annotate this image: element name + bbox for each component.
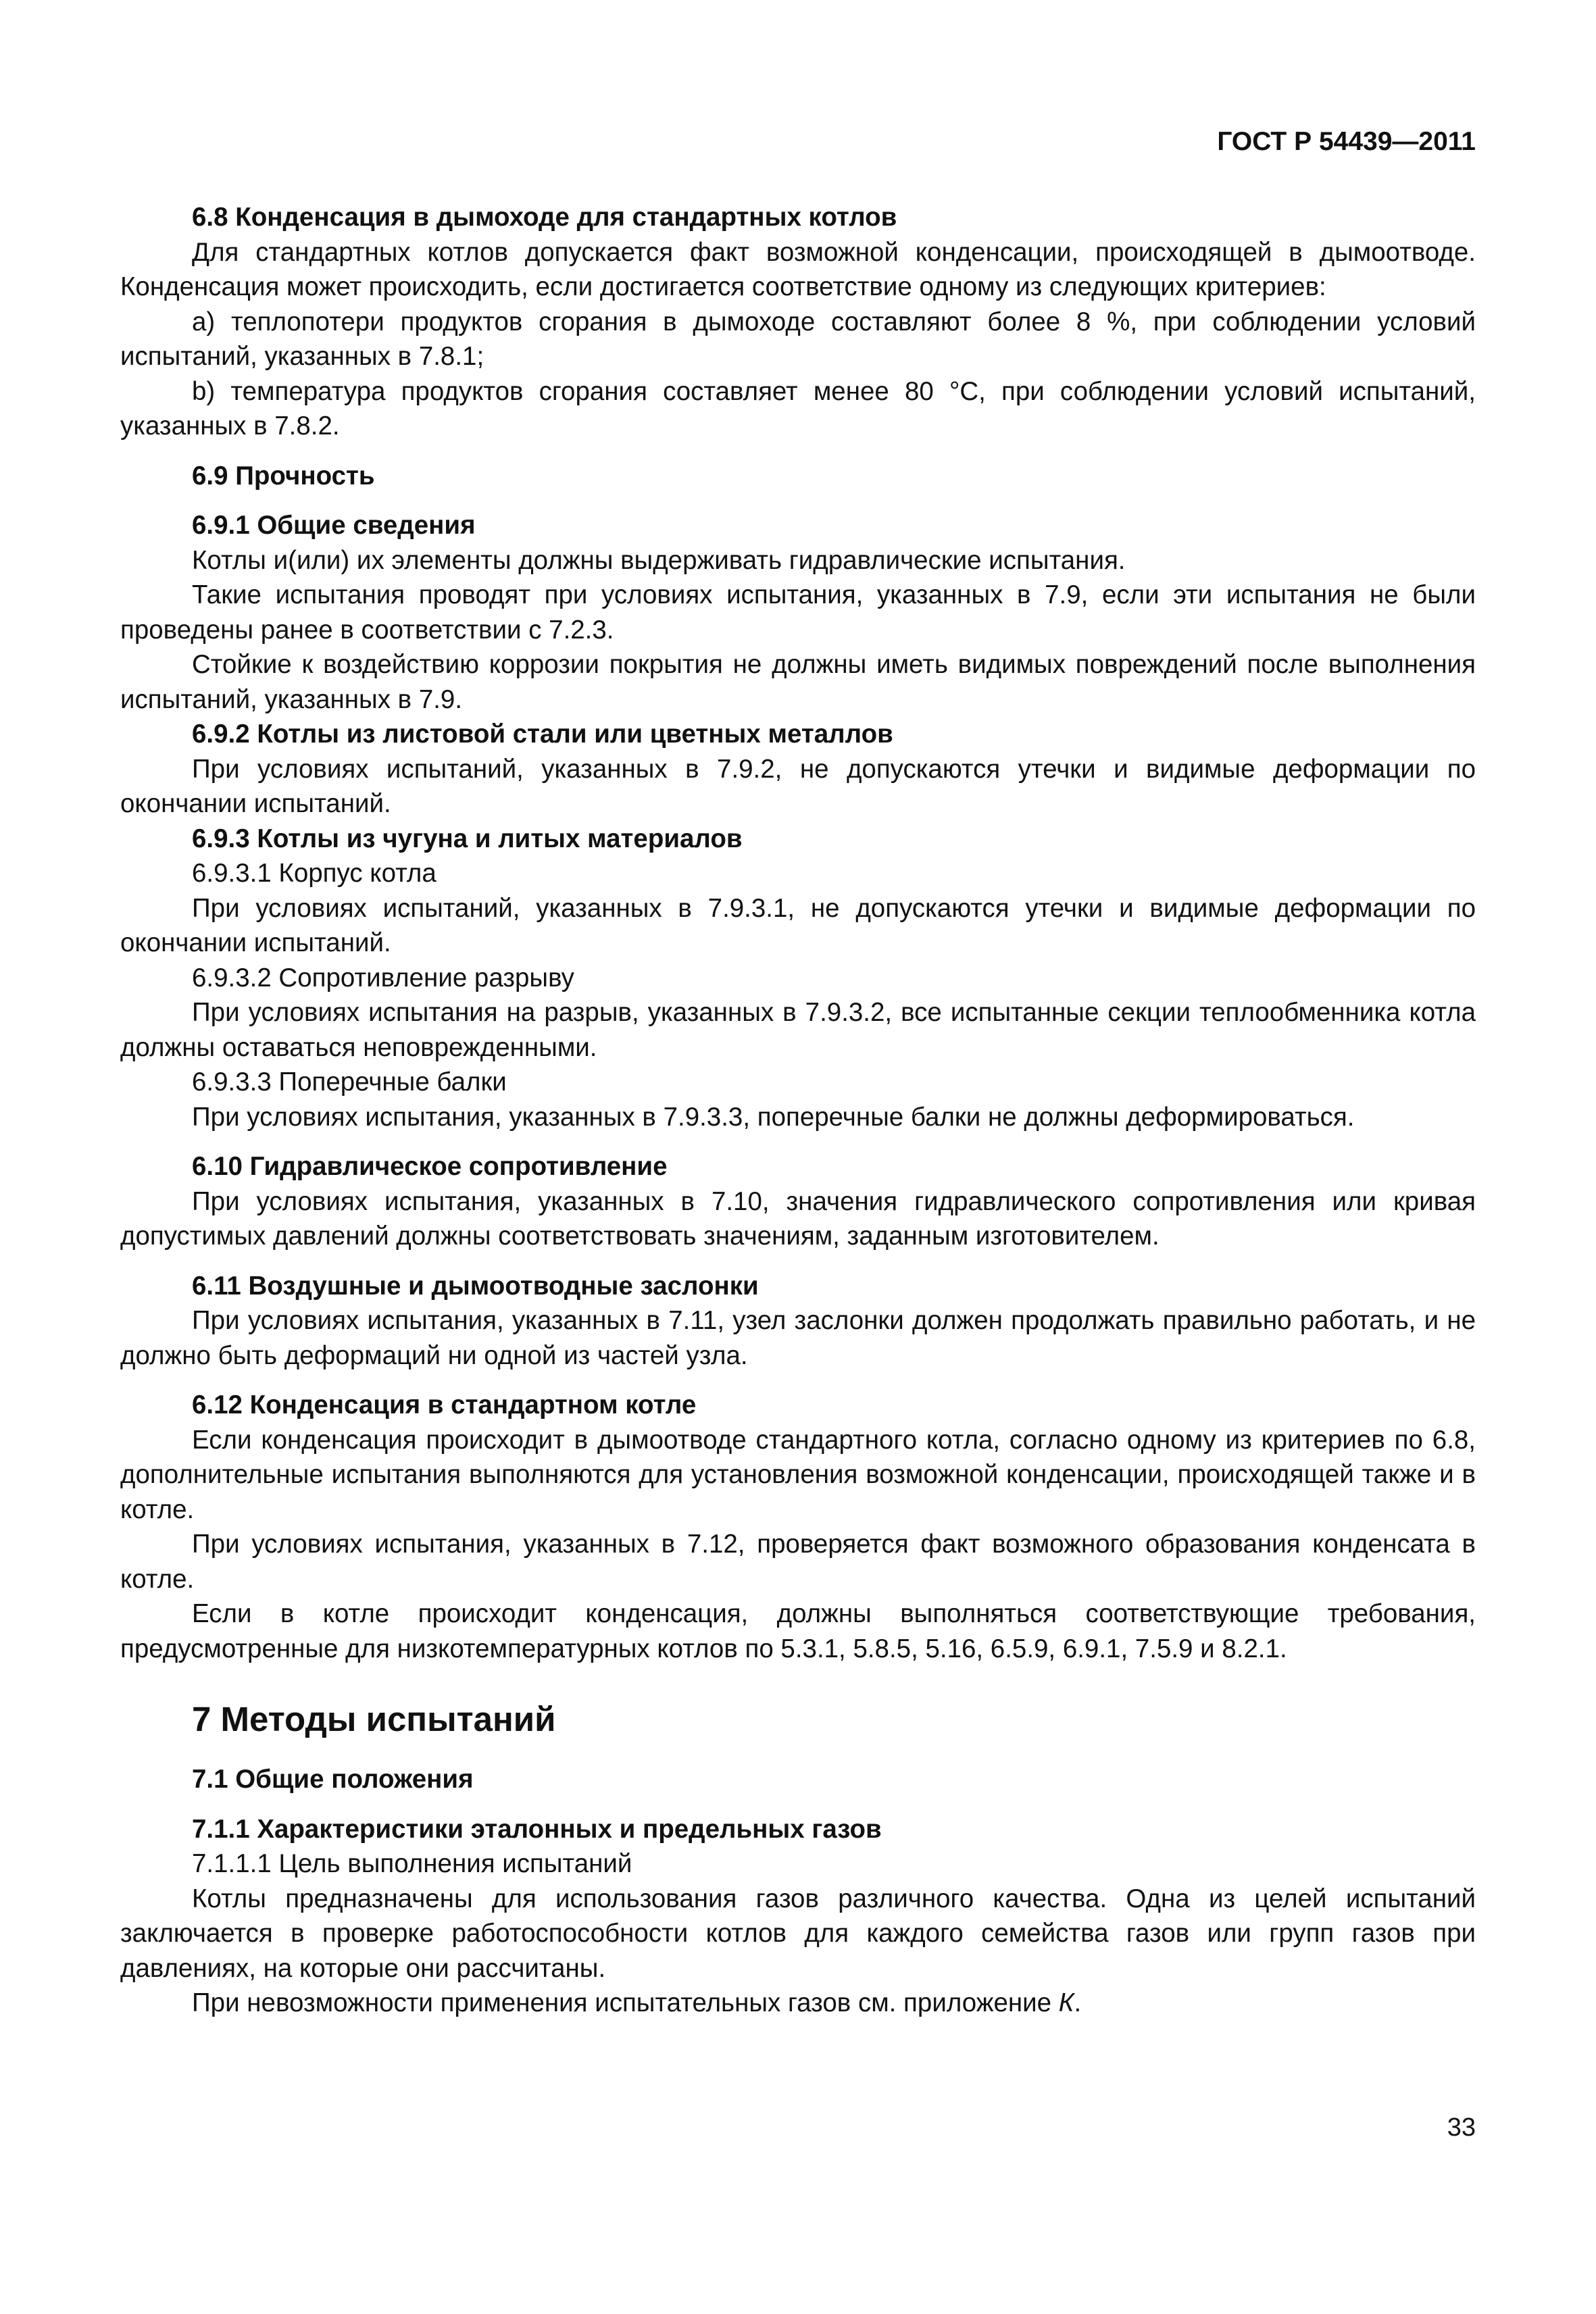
section-7-1-1-heading: 7.1.1 Характеристики эталонных и предельных газов xyxy=(192,1814,882,1844)
paragraph: При условиях испытаний, указанных в 7.9.2, не допускаются утечки и видимые деформации по окончании испытаний. xyxy=(120,754,1476,818)
paragraph: Если в котле происходит конденсация, должны выполняться соответствующие требования, предусмотренные для низкотемпературных котлов по 5.3.1, 5.8.5, 5.16, 6.5.9, 6.9.1, 7.5.9 и 8.2.1. xyxy=(120,1599,1476,1663)
section-6-8-heading: 6.8 Конденсация в дымоходе для стандартных котлов xyxy=(192,203,897,232)
section-6-10-heading: 6.10 Гидравлическое сопротивление xyxy=(192,1152,668,1181)
document-code: ГОСТ Р 54439—2011 xyxy=(1217,127,1476,156)
paragraph: При условиях испытания, указанных в 7.9.3.3, поперечные балки не должны деформироваться. xyxy=(192,1102,1355,1132)
section-6-9-1-heading: 6.9.1 Общие сведения xyxy=(192,511,476,540)
annex-reference: К xyxy=(1058,1988,1074,2017)
paragraph: Для стандартных котлов допускается факт возможной конденсации, происходящей в дымоотводе. Конденсация может происходить, если достигается соответствие одному из следующих критериев: xyxy=(120,237,1476,301)
paragraph: Котлы предназначены для использования газов различного качества. Одна из целей испытаний заключается в проверке работоспособности котлов для каждого семейства газов или групп газов при давлениях, на которые они рассчитаны. xyxy=(120,1884,1476,1983)
paragraph: При условиях испытания на разрыв, указанных в 7.9.3.2, все испытанные секции теплообменника котла должны оставаться неповрежденными. xyxy=(120,998,1476,1062)
paragraph: При условиях испытаний, указанных в 7.9.3.1, не допускаются утечки и видимые деформации по окончании испытаний. xyxy=(120,893,1476,957)
paragraph: Если конденсация происходит в дымоотводе стандартного котла, согласно одному из критериев по 6.8, дополнительные испытания выполняются для установления возможной конденсации, происходящей также и в котле. xyxy=(120,1425,1476,1524)
subsection-7-1-1-1-title: 7.1.1.1 Цель выполнения испытаний xyxy=(192,1849,632,1878)
section-7-1-heading: 7.1 Общие положения xyxy=(192,1765,474,1794)
paragraph: При условиях испытания, указанных в 7.11, узел заслонки должен продолжать правильно работать, и не должно быть деформаций ни одной из частей узла. xyxy=(120,1306,1476,1370)
subsection-6-9-3-2-title: 6.9.3.2 Сопротивление разрыву xyxy=(192,963,574,992)
section-6-12-heading: 6.12 Конденсация в стандартном котле xyxy=(192,1390,697,1419)
paragraph: а) теплопотери продуктов сгорания в дымоходе составляют более 8 %, при соблюдении условий испытаний, указанных в 7.8.1; xyxy=(120,307,1476,371)
paragraph: Котлы и(или) их элементы должны выдерживать гидравлические испытания. xyxy=(192,545,1126,575)
subsection-6-9-3-3-title: 6.9.3.3 Поперечные балки xyxy=(192,1067,507,1097)
section-6-9-3-heading: 6.9.3 Котлы из чугуна и литых материалов xyxy=(192,824,743,853)
paragraph-text: При невозможности применения испытательных газов см. приложение xyxy=(192,1988,1059,2017)
section-6-11-heading: 6.11 Воздушные и дымоотводные заслонки xyxy=(192,1271,759,1301)
paragraph: Такие испытания проводят при условиях испытания, указанных в 7.9, если эти испытания не были проведены ранее в соответствии с 7.2.3. xyxy=(120,580,1476,645)
paragraph: При условиях испытания, указанных в 7.12, проверяется факт возможного образования конденсата в котле. xyxy=(120,1530,1476,1594)
section-6-9-heading: 6.9 Прочность xyxy=(192,461,375,491)
subsection-6-9-3-1-title: 6.9.3.1 Корпус котла xyxy=(192,859,437,888)
paragraph: При условиях испытания, указанных в 7.10, значения гидравлического сопротивления или кривая допустимых давлений должны соответствовать значениям, заданным изготовителем. xyxy=(120,1186,1476,1251)
page-number: 33 xyxy=(1447,2113,1476,2142)
paragraph: Стойкие к воздействию коррозии покрытия не должны иметь видимых повреждений после выполнения испытаний, указанных в 7.9. xyxy=(120,650,1476,714)
section-6-9-2-heading: 6.9.2 Котлы из листовой стали или цветных металлов xyxy=(192,720,893,749)
paragraph xyxy=(120,1986,1476,2021)
page-content xyxy=(120,200,1476,2021)
section-7-heading: 7 Методы испытаний xyxy=(192,1700,556,1738)
paragraph: b) температура продуктов сгорания составляет менее 80 °С, при соблюдении условий испытаний, указанных в 7.8.2. xyxy=(120,376,1476,441)
paragraph-end: . xyxy=(1074,1988,1082,2017)
